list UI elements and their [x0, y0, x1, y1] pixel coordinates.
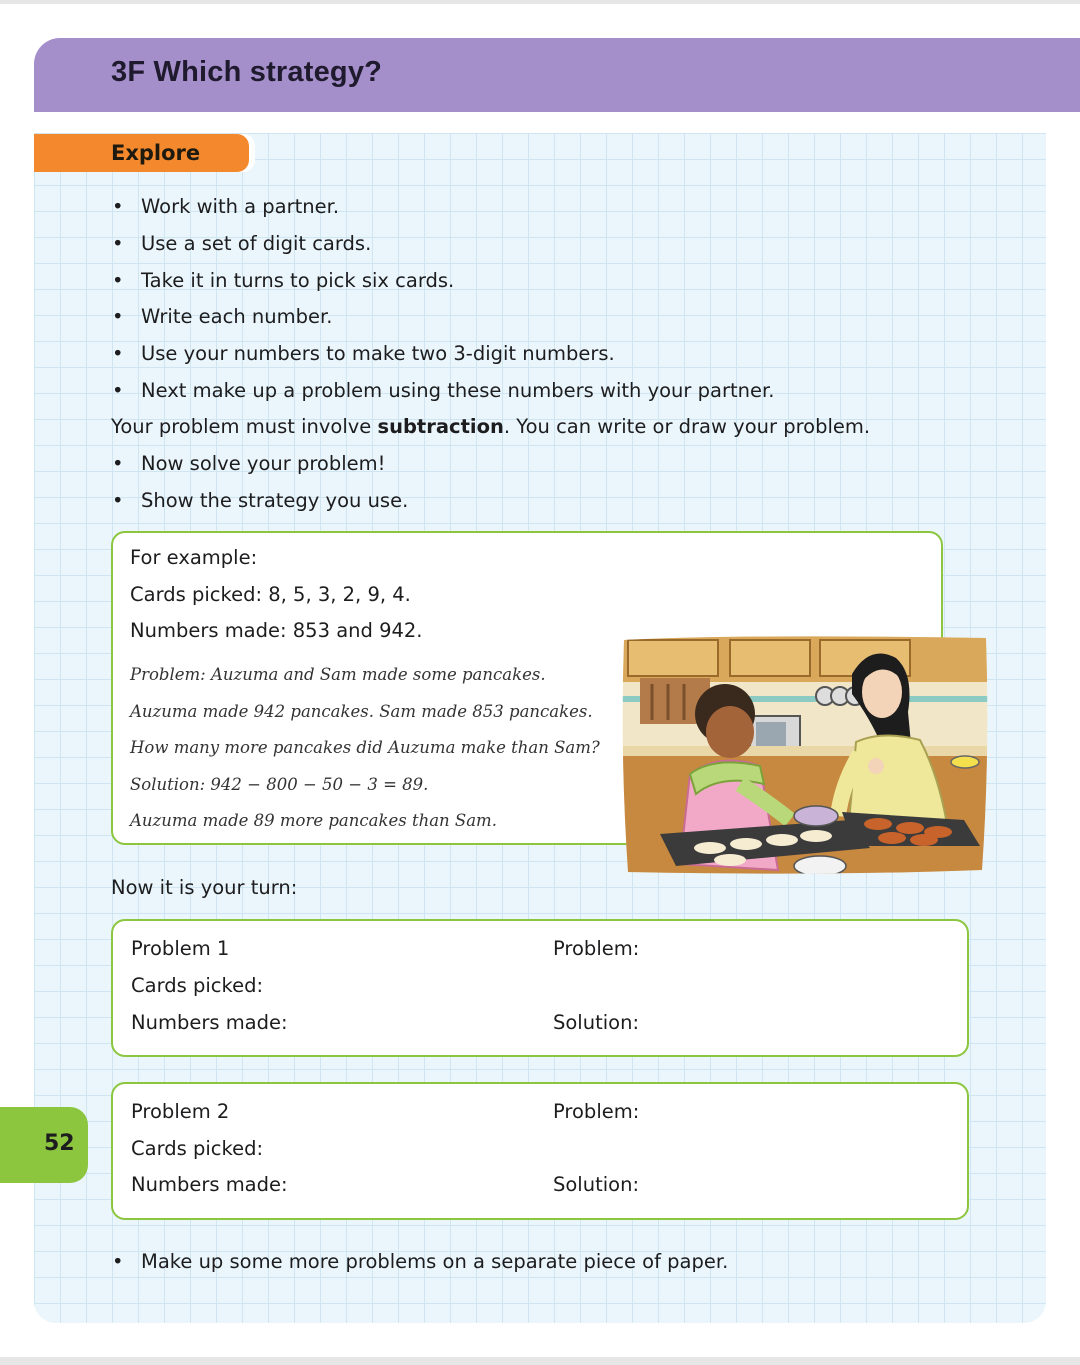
list-item: Next make up a problem using these numbers with your partner.	[141, 379, 775, 402]
bullet-dot: •	[112, 452, 124, 475]
problem-title: Problem 1	[131, 937, 230, 960]
list-item: Show the strategy you use.	[141, 489, 409, 512]
final-instruction: Make up some more problems on a separate piece of paper.	[141, 1250, 729, 1273]
example-heading: For example:	[130, 546, 258, 569]
bullet-dot: •	[112, 489, 124, 512]
solution-label: Solution:	[553, 1011, 640, 1034]
handwritten-line: Auzuma made 942 pancakes. Sam made 853 pancakes.	[130, 702, 593, 721]
list-item: Take it in turns to pick six cards.	[141, 269, 455, 292]
top-rule	[0, 0, 1080, 4]
header-band	[34, 38, 1080, 112]
problem-label: Problem:	[553, 1100, 640, 1123]
numbers-made-label: Numbers made:	[131, 1011, 288, 1034]
list-item: Write each number.	[141, 305, 333, 328]
problem-title: Problem 2	[131, 1100, 230, 1123]
bullet-dot: •	[112, 1250, 124, 1273]
solution-label: Solution:	[553, 1173, 640, 1196]
example-cards: Cards picked: 8, 5, 3, 2, 9, 4.	[130, 583, 411, 606]
subtraction-note	[111, 414, 870, 440]
bullet-dot: •	[112, 195, 124, 218]
note-text: Your problem must involve	[111, 415, 378, 438]
explore-label: Explore	[111, 141, 201, 165]
bullet-dot: •	[112, 305, 124, 328]
page-number: 52	[44, 1131, 75, 1156]
page-title: 3F Which strategy?	[111, 56, 383, 88]
note-text-end: . You can write or draw your problem.	[503, 415, 871, 438]
list-item: Use a set of digit cards.	[141, 232, 372, 255]
cards-picked-label: Cards picked:	[131, 974, 264, 997]
cards-picked-label: Cards picked:	[131, 1137, 264, 1160]
list-item: Now solve your problem!	[141, 452, 386, 475]
bullet-dot: •	[112, 342, 124, 365]
bullet-dot: •	[112, 379, 124, 402]
bullet-dot: •	[112, 232, 124, 255]
note-bold: subtraction	[377, 415, 504, 438]
handwritten-line: Solution: 942 − 800 − 50 − 3 = 89.	[130, 775, 429, 794]
example-numbers: Numbers made: 853 and 942.	[130, 619, 423, 642]
explore-tab	[34, 134, 249, 172]
list-item: Use your numbers to make two 3-digit numbers.	[141, 342, 615, 365]
your-turn-heading: Now it is your turn:	[111, 876, 298, 899]
bottom-rule	[0, 1357, 1080, 1365]
problem-label: Problem:	[553, 937, 640, 960]
handwritten-line: How many more pancakes did Auzuma make than Sam?	[130, 738, 600, 757]
numbers-made-label: Numbers made:	[131, 1173, 288, 1196]
bullet-dot: •	[112, 269, 124, 292]
handwritten-line: Problem: Auzuma and Sam made some pancakes.	[130, 665, 546, 684]
page-number-tab	[0, 1107, 88, 1183]
kitchen-illustration	[620, 634, 990, 874]
handwritten-line: Auzuma made 89 more pancakes than Sam.	[130, 811, 497, 830]
list-item: Work with a partner.	[141, 195, 340, 218]
